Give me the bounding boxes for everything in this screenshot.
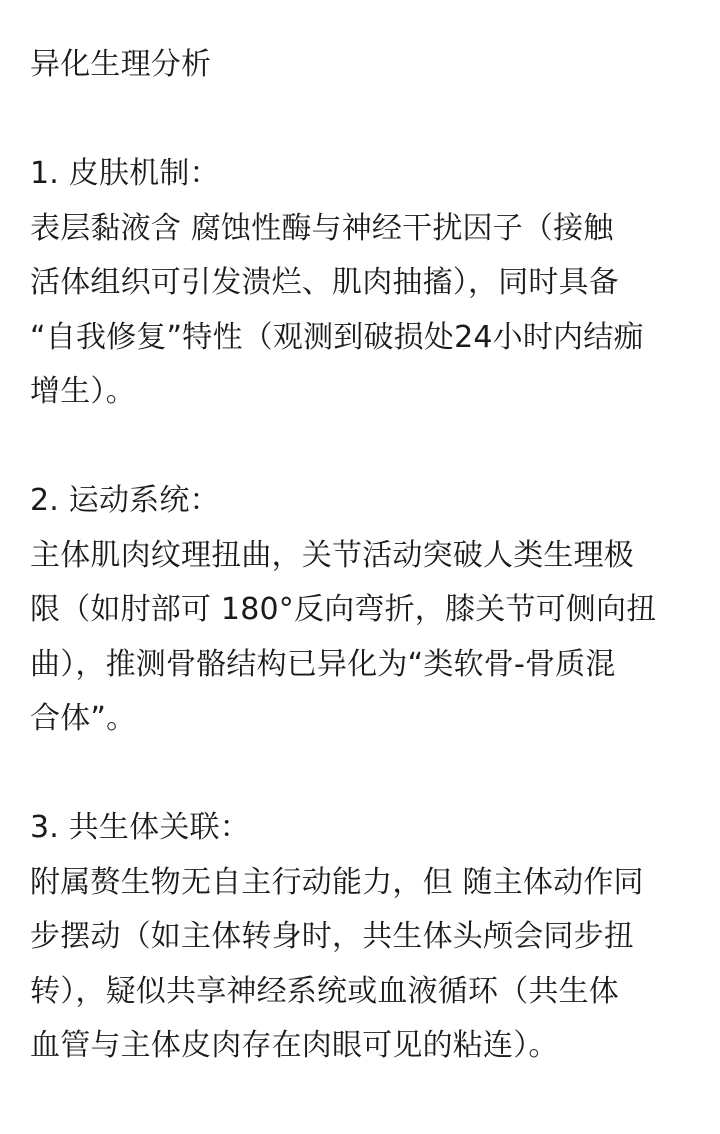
- paragraph-line: 附属赘生物无自主行动能力，但 随主体动作同: [30, 864, 644, 900]
- paragraph-line: 血管与主体皮肉存在肉眼可见的粘连）。: [30, 1028, 559, 1063]
- section-heading: 1. 皮肤机制：: [30, 156, 220, 191]
- paragraph-line: 曲），推测骨骼结构已异化为“类软骨-骨质混: [30, 646, 616, 682]
- blank-line: [30, 93, 692, 148]
- section-motor-system: [30, 474, 692, 747]
- section-heading: 2. 运动系统：: [30, 483, 220, 518]
- section-symbiote-link: [30, 801, 692, 1074]
- paragraph-line: 合体”。: [30, 701, 137, 736]
- blank-line: [30, 747, 692, 802]
- paragraph-line: 主体肌肉纹理扭曲，关节活动突破人类生理极: [30, 537, 634, 573]
- paragraph-line: 增生）。: [30, 374, 136, 409]
- section-heading: 3. 共生体关联：: [30, 810, 250, 845]
- paragraph-line: 转），疑似共享神经系统或血液循环（共生体: [30, 973, 619, 1009]
- blank-line: [30, 420, 692, 475]
- document-body: [30, 38, 692, 1074]
- paragraph-line: 表层黏液含 腐蚀性酶与神经干扰因子（接触: [30, 210, 614, 246]
- paragraph-line: 限（如肘部可 180°反向弯折，膝关节可侧向扭: [30, 592, 657, 627]
- section-skin-mechanism: [30, 147, 692, 420]
- paragraph-line: 步摆动（如主体转身时，共生体头颅会同步扭: [30, 919, 634, 954]
- paragraph-line: 活体组织可引发溃烂、肌肉抽搐），同时具备: [30, 265, 619, 300]
- paragraph-line: “自我修复”特性（观测到破损处24小时内结痂: [30, 319, 644, 355]
- page-title: 异化生理分析: [30, 47, 212, 82]
